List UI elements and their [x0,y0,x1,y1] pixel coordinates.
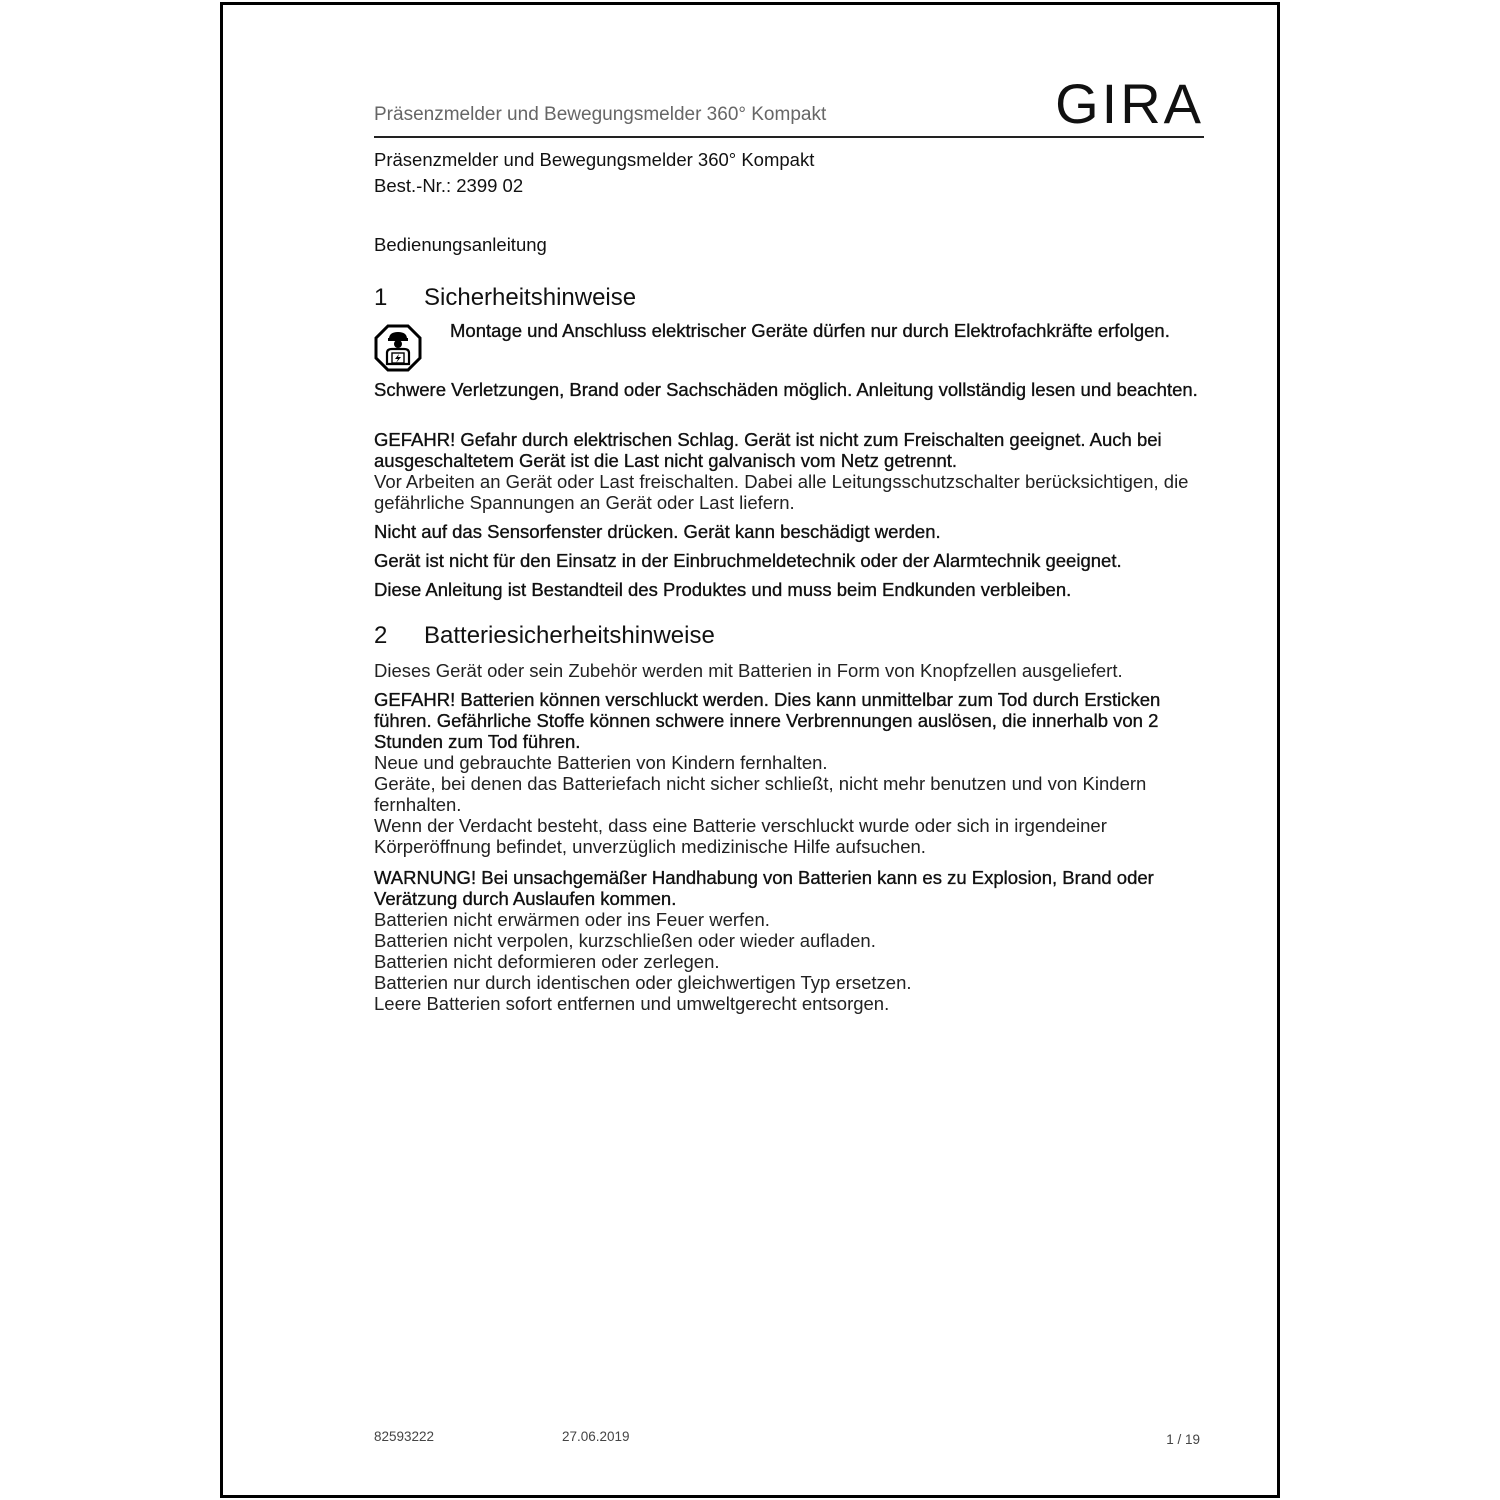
electrician-warning-text: Montage und Anschluss elektrischer Geräte dürfen nur durch Elektrofachkräfte erfolgen. [450,320,1170,341]
safety-paragraph-3: Nicht auf das Sensorfenster drücken. Gerät kann beschädigt werden. [374,521,941,542]
running-header [374,72,1204,138]
section-heading-1 [374,284,636,312]
footer-date: 27.06.2019 [562,1429,630,1444]
document-page [220,2,1280,1498]
danger-shock-heading: GEFAHR! Gefahr durch elektrischen Schlag. Gerät ist nicht zum Freischalten geeignet. Auch bei ausgeschaltetem Gerät ist die Last nicht galvanisch vom Netz getrennt. [374,429,1162,471]
safety-paragraph-1: Schwere Verletzungen, Brand oder Sachschäden möglich. Anleitung vollständig lesen und beachten. [374,379,1198,400]
document-type: Bedienungsanleitung [374,234,547,255]
safety-paragraph-5: Diese Anleitung ist Bestandteil des Produktes und muss beim Endkunden verbleiben. [374,579,1072,600]
battery-warning-line: Batterien nicht deformieren oder zerlegen. [374,951,720,972]
safety-paragraph-4: Gerät ist nicht für den Einsatz in der Einbruchmeldetechnik oder der Alarmtechnik geeignet. [374,550,1122,571]
battery-danger-line: Wenn der Verdacht besteht, dass eine Batterie verschluckt wurde oder sich in irgendeiner Körperöffnung befindet, unverzüglich medizinische Hilfe aufsuchen. [374,815,1107,857]
battery-warning-line: Batterien nicht verpolen, kurzschließen oder wieder aufladen. [374,930,876,951]
order-number: Best.-Nr.: 2399 02 [374,175,524,196]
gira-logo: GIRA [1055,72,1204,135]
battery-warning-line: Batterien nicht erwärmen oder ins Feuer werfen. [374,909,770,930]
footer-doc-number: 82593222 [374,1429,435,1444]
battery-warning-heading: WARNUNG! Bei unsachgemäßer Handhabung von Batterien kann es zu Explosion, Brand oder Verätzung durch Auslaufen kommen. [374,867,1154,909]
battery-warning-line: Batterien nur durch identischen oder gleichwertigen Typ ersetzen. [374,972,912,993]
battery-danger-line: Geräte, bei denen das Batteriefach nicht sicher schließt, nicht mehr benutzen und von Kindern fernhalten. [374,773,1147,815]
document-title: Präsenzmelder und Bewegungsmelder 360° Kompakt [374,149,815,170]
battery-danger-heading: GEFAHR! Batterien können verschluckt werden. Dies kann unmittelbar zum Tod durch Ersticken führen. Gefährliche Stoffe können schwere innere Verbrennungen auslösen, die innerhalb von 2 Stunden zum Tod führen. [374,689,1161,752]
battery-danger-line: Neue und gebrauchte Batterien von Kindern fernhalten. [374,752,828,773]
section-number: 1 [374,284,388,311]
section-title: Batteriesicherheitshinweise [424,622,715,649]
section-title: Sicherheitshinweise [424,284,637,311]
battery-warning-line: Leere Batterien sofort entfernen und umweltgerecht entsorgen. [374,993,890,1014]
battery-danger-block [374,689,1204,857]
safety-danger-block [374,429,1204,513]
battery-warning-block [374,867,1204,1014]
section-heading-2 [374,622,715,650]
running-title: Präsenzmelder und Bewegungsmelder 360° Kompakt [374,104,827,125]
electrician-warning-icon [374,324,422,372]
battery-intro: Dieses Gerät oder sein Zubehör werden mit Batterien in Form von Knopfzellen ausgeliefert. [374,660,1123,681]
section-number: 2 [374,622,388,649]
footer-page-number: 1 / 19 [1166,1432,1200,1447]
danger-shock-instructions: Vor Arbeiten an Gerät oder Last freischalten. Dabei alle Leitungsschutzschalter berücksichtigen, die gefährliche Spannungen an Gerät oder Last liefern. [374,471,1189,513]
